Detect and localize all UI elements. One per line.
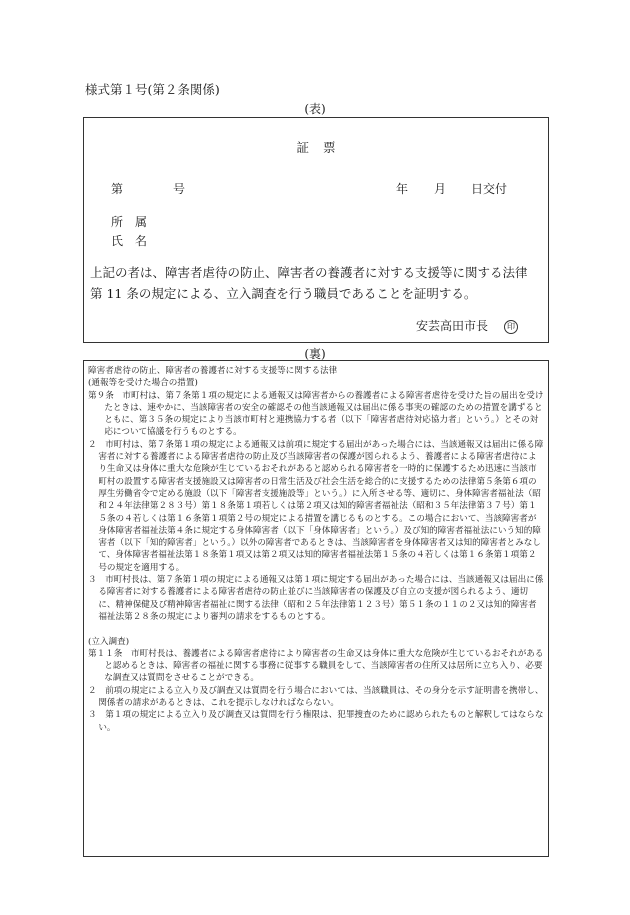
- date-year: 年: [396, 182, 409, 196]
- name-label: 氏 名: [111, 234, 148, 248]
- affiliation-label: 所 属: [111, 215, 148, 229]
- front-side-label: (表): [304, 102, 326, 116]
- article-11-paragraph-1: 第１１条 市町村長は、養護者による障害者虐待により障害者の生命又は身体に重大な危険が生じているおそれがあると認めるときは、障害者の福祉に関する事務に従事する職員をして、当該障害者の住所又は居所に立ち入り、必要な調査又は質問をさせることができる。: [88, 648, 544, 684]
- article-11-paragraph-3: ３ 第１項の規定による立入り及び調査又は質問を行う権限は、犯罪捜査のために認められたものと解釈してはならない。: [88, 710, 544, 733]
- back-side-label: (裏): [304, 347, 326, 361]
- section-heading-notification: (通報等を受けた場合の措置): [88, 378, 198, 389]
- issuer-name: 安芸高田市長: [415, 319, 488, 333]
- certificate-title: 証票: [296, 140, 350, 155]
- date-issued: 日交付: [471, 182, 508, 196]
- law-title: 障害者虐待の防止、障害者の養護者に対する支援等に関する法律: [88, 366, 338, 376]
- section-heading-inspection: (立入調査): [88, 636, 130, 647]
- article-11-paragraph-2: ２ 前項の規定による立入り及び調査又は質問を行う場合においては、当該職員は、その身分を示す証明書を携帯し、関係者の請求があるときは、これを提示しなければならない。: [88, 685, 544, 709]
- certificate-front: [83, 117, 549, 343]
- article-9-paragraph-3: ３ 市町村長は、第７条第１項の規定による通報又は第１項に規定する届出があった場合には、当該通報又は届出に係る障害者に対する養護者による障害者虐待の防止並びに当該障害者の保護及び自立の支援が図られるよう、適切に、精神保健及び精神障害者福祉に関する法律（昭和２５年法律第１２３号）第５１条の１１の２又は知的障害者福祉法第２８条の規定により審判の請求をするものとする。: [88, 575, 544, 622]
- article-9-paragraph-2: ２ 市町村は、第７条第１項の規定による通報又は前項に規定する届出があった場合には、当該通報又は届出に係る障害者に対する養護者による障害者虐待の防止及び当該障害者の保護が図られるよう、養護者による障害者虐待により生命又は身体に重大な危険が生じているおそれがあると認められる障害者を一時的に保護するため迅速に当該市町村の設置する障害者支援施設又は障害者の日常生活及び社会生活を総合的に支援するための法律第５条第６項の厚生労働省令で定める施設（以下「障害者支援施設等」という。）に入所させる等、適切に、身体障害者福祉法（昭和２４年法律第２８３号）第１８条第１項若しくは第２項又は知的障害者福祉法（昭和３５年法律第３７号）第１５条の４若しくは第１６条第１項第２号の規定による措置を講じるものとする。この場合において、当該障害者が身体障害者福祉法第４条に規定する身体障害者（以下「身体障害者」という。）及び知的障害者福祉法にいう知的障害者（以下「知的障害者」という。）以外の障害者であるときは、当該障害者を身体障害者又は知的障害者とみなして、身体障害者福祉法第１８条第１項又は第２項又は知的障害者福祉法第１５条の４若しくは第１６条第１項第２号の規定を適用する。: [88, 439, 544, 573]
- seal-icon: 印: [504, 320, 518, 334]
- number-suffix: 号: [173, 182, 186, 196]
- certificate-statement: 上記の者は、障害者虐待の防止、障害者の養護者に対する支援等に関する法律第 11 条の規定による、立入調査を行う職員であることを証明する。: [90, 265, 528, 301]
- issuer-block: [416, 317, 518, 334]
- certificate-back: [83, 360, 549, 857]
- form-number: 様式第１号(第２条関係): [85, 82, 220, 97]
- number-prefix: 第: [111, 182, 124, 196]
- article-9-paragraph-1: 第９条 市町村は、第７条第１項の規定による通報又は障害者からの養護者による障害者虐待を受けた旨の届出を受けたときは、速やかに、当該障害者の安全の確認その他当該通報又は届出に係る事実の確認のための措置を講ずるとともに、第３５条の規定により当該市町村と連携協力する者（以下「障害者虐待対応協力者」という。）とその対応について協議を行うものとする。: [88, 390, 544, 438]
- date-month: 月: [434, 182, 447, 196]
